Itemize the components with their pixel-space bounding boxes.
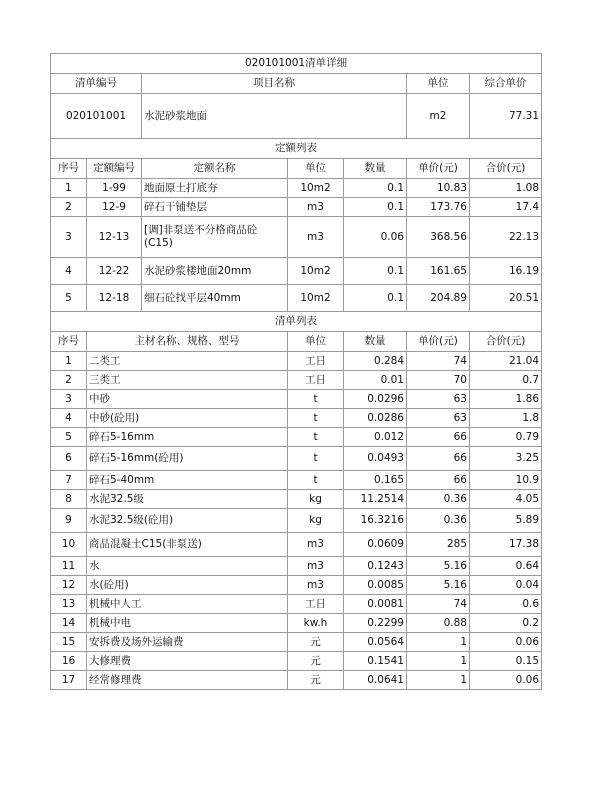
quota-seq: 3 [51, 217, 87, 258]
list-header-cell: 主材名称、规格、型号 [87, 332, 288, 352]
list-row [51, 614, 542, 633]
list-name: 机械中电 [87, 614, 288, 633]
list-seq: 2 [51, 371, 87, 390]
list-seq: 16 [51, 652, 87, 671]
list-name: 机械中人工 [87, 595, 288, 614]
list-name: 中砂 [87, 390, 288, 409]
quota-unit: 10m2 [288, 258, 344, 285]
list-qty: 0.012 [344, 428, 407, 447]
list-price: 74 [407, 352, 470, 371]
quota-total: 16.19 [470, 258, 542, 285]
quota-seq: 4 [51, 258, 87, 285]
list-price: 285 [407, 533, 470, 557]
list-row [51, 557, 542, 576]
quota-total: 17.4 [470, 198, 542, 217]
list-price: 1 [407, 633, 470, 652]
list-seq: 10 [51, 533, 87, 557]
list-seq: 4 [51, 409, 87, 428]
quota-qty: 0.1 [344, 285, 407, 312]
list-price: 5.16 [407, 557, 470, 576]
list-total: 5.89 [470, 509, 542, 533]
quota-code: 12-18 [87, 285, 142, 312]
quota-qty: 0.06 [344, 217, 407, 258]
header-price: 综合单价 [470, 74, 542, 94]
list-qty: 0.0286 [344, 409, 407, 428]
quota-unit: m3 [288, 217, 344, 258]
list-header-cell: 单价(元) [407, 332, 470, 352]
quota-price: 161.65 [407, 258, 470, 285]
list-seq: 17 [51, 671, 87, 690]
quota-header-cell: 单价(元) [407, 159, 470, 179]
item-name: 水泥砂浆地面 [142, 94, 407, 139]
quota-name: [调]非泵送不分格商品砼(C15) [142, 217, 288, 258]
item-price: 77.31 [470, 94, 542, 139]
list-total: 3.25 [470, 447, 542, 471]
list-unit: m3 [288, 576, 344, 595]
list-total: 0.79 [470, 428, 542, 447]
list-unit: m3 [288, 533, 344, 557]
list-unit: kg [288, 490, 344, 509]
quota-header-cell: 数量 [344, 159, 407, 179]
list-seq: 11 [51, 557, 87, 576]
list-qty: 0.0564 [344, 633, 407, 652]
list-unit: 元 [288, 671, 344, 690]
list-total: 0.04 [470, 576, 542, 595]
list-row [51, 671, 542, 690]
list-name: 水 [87, 557, 288, 576]
list-qty: 0.0609 [344, 533, 407, 557]
list-header-cell: 数量 [344, 332, 407, 352]
list-total: 0.06 [470, 633, 542, 652]
list-name: 碎石5-16mm(砼用) [87, 447, 288, 471]
list-qty: 0.0493 [344, 447, 407, 471]
header-name: 项目名称 [142, 74, 407, 94]
quota-seq: 5 [51, 285, 87, 312]
list-name: 水泥32.5级 [87, 490, 288, 509]
quota-total: 20.51 [470, 285, 542, 312]
list-unit: kw.h [288, 614, 344, 633]
quota-price: 173.76 [407, 198, 470, 217]
quota-unit: 10m2 [288, 285, 344, 312]
list-header-row [51, 332, 542, 352]
list-row [51, 352, 542, 371]
list-name: 水泥32.5级(砼用) [87, 509, 288, 533]
quota-name: 水泥砂浆楼地面20mm [142, 258, 288, 285]
list-body [51, 352, 542, 690]
list-price: 66 [407, 447, 470, 471]
list-qty: 0.01 [344, 371, 407, 390]
quota-price: 368.56 [407, 217, 470, 258]
list-qty: 0.1243 [344, 557, 407, 576]
list-header-cell: 单位 [288, 332, 344, 352]
list-name: 安拆费及场外运输费 [87, 633, 288, 652]
quota-price: 204.89 [407, 285, 470, 312]
quota-unit: 10m2 [288, 179, 344, 198]
list-name: 商品混凝土C15(非泵送) [87, 533, 288, 557]
list-name: 碎石5-16mm [87, 428, 288, 447]
list-price: 74 [407, 595, 470, 614]
list-seq: 3 [51, 390, 87, 409]
list-name: 碎石5-40mm [87, 471, 288, 490]
list-row [51, 533, 542, 557]
list-header-cell: 合价(元) [470, 332, 542, 352]
quota-qty: 0.1 [344, 198, 407, 217]
list-unit: m3 [288, 557, 344, 576]
list-seq: 5 [51, 428, 87, 447]
list-row [51, 576, 542, 595]
list-unit: t [288, 409, 344, 428]
list-price: 63 [407, 409, 470, 428]
list-qty: 0.165 [344, 471, 407, 490]
list-qty: 0.0085 [344, 576, 407, 595]
list-total: 1.86 [470, 390, 542, 409]
list-seq: 7 [51, 471, 87, 490]
list-seq: 9 [51, 509, 87, 533]
list-name: 水(砼用) [87, 576, 288, 595]
header-unit: 单位 [407, 74, 470, 94]
list-header-cell: 序号 [51, 332, 87, 352]
header-code: 清单编号 [51, 74, 142, 94]
list-qty: 11.2514 [344, 490, 407, 509]
list-unit: 元 [288, 652, 344, 671]
list-unit: t [288, 471, 344, 490]
list-row [51, 595, 542, 614]
list-total: 21.04 [470, 352, 542, 371]
item-code: 020101001 [51, 94, 142, 139]
list-total: 10.9 [470, 471, 542, 490]
list-total: 4.05 [470, 490, 542, 509]
list-price: 0.36 [407, 490, 470, 509]
quota-code: 12-13 [87, 217, 142, 258]
list-section-title: 清单列表 [51, 312, 542, 332]
list-seq: 13 [51, 595, 87, 614]
list-row [51, 371, 542, 390]
list-row [51, 428, 542, 447]
list-price: 0.36 [407, 509, 470, 533]
quota-code: 1-99 [87, 179, 142, 198]
list-name: 经常修理费 [87, 671, 288, 690]
list-row [51, 490, 542, 509]
list-unit: 工日 [288, 371, 344, 390]
list-row [51, 409, 542, 428]
list-qty: 16.3216 [344, 509, 407, 533]
list-name: 二类工 [87, 352, 288, 371]
quota-code: 12-9 [87, 198, 142, 217]
quota-qty: 0.1 [344, 179, 407, 198]
quota-seq: 2 [51, 198, 87, 217]
list-seq: 12 [51, 576, 87, 595]
quota-header-cell: 合价(元) [470, 159, 542, 179]
quota-header-cell: 定额编号 [87, 159, 142, 179]
list-seq: 6 [51, 447, 87, 471]
quota-name: 细石砼找平层40mm [142, 285, 288, 312]
list-unit: t [288, 428, 344, 447]
list-name: 中砂(砼用) [87, 409, 288, 428]
list-seq: 15 [51, 633, 87, 652]
quota-seq: 1 [51, 179, 87, 198]
list-row [51, 633, 542, 652]
list-total: 0.6 [470, 595, 542, 614]
quota-name: 碎石干铺垫层 [142, 198, 288, 217]
quota-header-cell: 序号 [51, 159, 87, 179]
list-unit: t [288, 447, 344, 471]
quota-header-cell: 单位 [288, 159, 344, 179]
quota-header-cell: 定额名称 [142, 159, 288, 179]
quota-row [51, 198, 542, 217]
list-unit: kg [288, 509, 344, 533]
quota-total: 22.13 [470, 217, 542, 258]
list-price: 0.88 [407, 614, 470, 633]
list-qty: 0.284 [344, 352, 407, 371]
list-seq: 14 [51, 614, 87, 633]
list-total: 0.7 [470, 371, 542, 390]
list-seq: 8 [51, 490, 87, 509]
list-row [51, 652, 542, 671]
list-row [51, 509, 542, 533]
list-row [51, 390, 542, 409]
list-qty: 0.0081 [344, 595, 407, 614]
list-qty: 0.0641 [344, 671, 407, 690]
list-row [51, 447, 542, 471]
quota-total: 1.08 [470, 179, 542, 198]
list-price: 1 [407, 671, 470, 690]
quota-qty: 0.1 [344, 258, 407, 285]
quota-row [51, 285, 542, 312]
list-total: 0.06 [470, 671, 542, 690]
list-unit: 工日 [288, 352, 344, 371]
list-price: 70 [407, 371, 470, 390]
quota-row [51, 179, 542, 198]
list-total: 1.8 [470, 409, 542, 428]
quota-section-title: 定额列表 [51, 139, 542, 159]
list-seq: 1 [51, 352, 87, 371]
quota-code: 12-22 [87, 258, 142, 285]
list-price: 66 [407, 471, 470, 490]
list-price: 63 [407, 390, 470, 409]
list-price: 5.16 [407, 576, 470, 595]
bill-detail-table [50, 53, 542, 690]
table-title: 020101001清单详细 [51, 54, 542, 74]
list-unit: t [288, 390, 344, 409]
list-unit: 工日 [288, 595, 344, 614]
list-qty: 0.2299 [344, 614, 407, 633]
list-name: 三类工 [87, 371, 288, 390]
quota-name: 地面原土打底夯 [142, 179, 288, 198]
list-price: 1 [407, 652, 470, 671]
quota-row [51, 258, 542, 285]
quota-unit: m3 [288, 198, 344, 217]
quota-row [51, 217, 542, 258]
quota-header-row [51, 159, 542, 179]
list-total: 0.64 [470, 557, 542, 576]
quota-price: 10.83 [407, 179, 470, 198]
list-qty: 0.0296 [344, 390, 407, 409]
item-unit: m2 [407, 94, 470, 139]
list-row [51, 471, 542, 490]
list-total: 0.2 [470, 614, 542, 633]
list-total: 0.15 [470, 652, 542, 671]
list-qty: 0.1541 [344, 652, 407, 671]
list-total: 17.38 [470, 533, 542, 557]
list-unit: 元 [288, 633, 344, 652]
list-price: 66 [407, 428, 470, 447]
list-name: 大修理费 [87, 652, 288, 671]
